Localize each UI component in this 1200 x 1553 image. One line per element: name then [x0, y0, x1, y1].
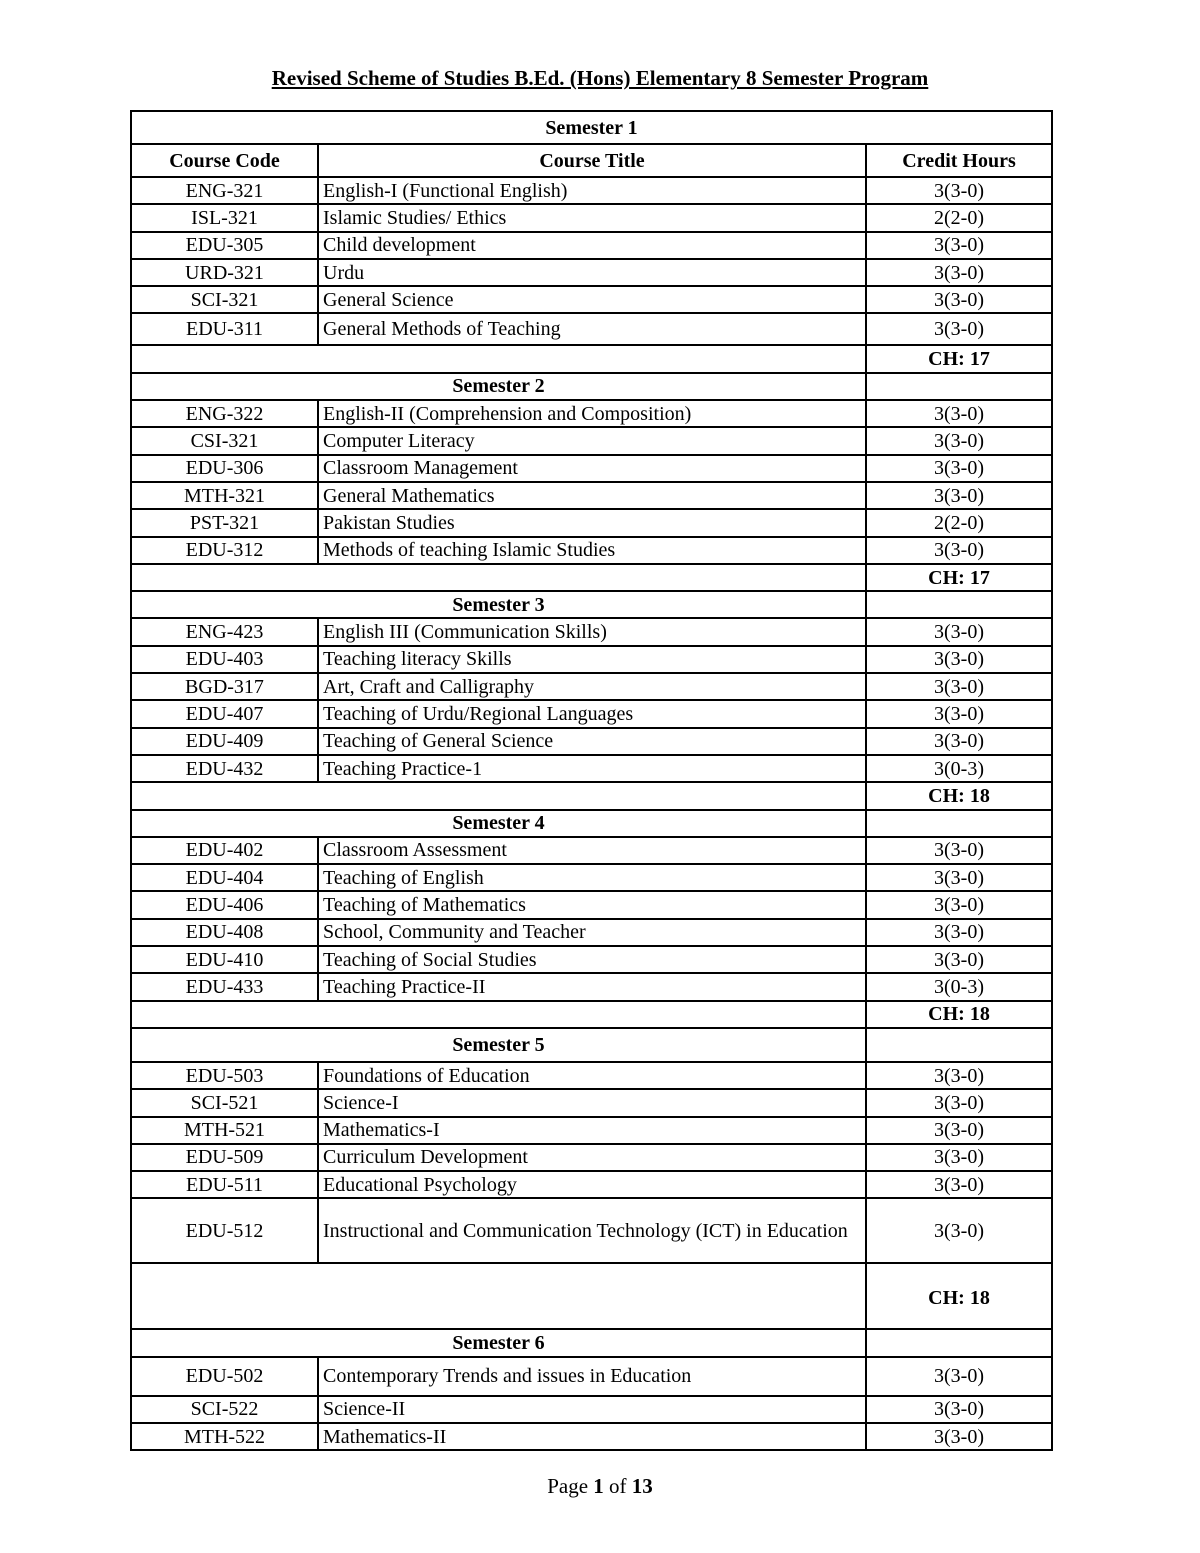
course-credit: 3(3-0)	[866, 313, 1052, 345]
course-title: Child development	[318, 232, 866, 259]
page-footer	[0, 1474, 1200, 1499]
course-code: URD-321	[131, 259, 318, 286]
course-code: EDU-432	[131, 755, 318, 782]
course-credit: 3(3-0)	[866, 1144, 1052, 1171]
course-code: EDU-503	[131, 1062, 318, 1089]
total-spacer	[131, 345, 866, 372]
course-code: ENG-322	[131, 400, 318, 427]
course-credit: 3(3-0)	[866, 919, 1052, 946]
course-credit: 3(3-0)	[866, 482, 1052, 509]
credit-total: CH: 17	[866, 564, 1052, 591]
course-code: BGD-317	[131, 673, 318, 700]
semester-row	[131, 591, 1052, 618]
course-row	[131, 618, 1052, 645]
course-credit: 3(3-0)	[866, 455, 1052, 482]
course-credit: 3(3-0)	[866, 646, 1052, 673]
course-title: General Methods of Teaching	[318, 313, 866, 345]
course-credit: 3(3-0)	[866, 1062, 1052, 1089]
course-code: EDU-433	[131, 973, 318, 1000]
total-row	[131, 564, 1052, 591]
course-title: Art, Craft and Calligraphy	[318, 673, 866, 700]
course-row	[131, 891, 1052, 918]
semester-label: Semester 4	[131, 810, 866, 837]
course-title: Educational Psychology	[318, 1171, 866, 1198]
total-spacer	[131, 564, 866, 591]
course-row	[131, 537, 1052, 564]
course-title: Teaching Practice-II	[318, 973, 866, 1000]
course-credit: 3(3-0)	[866, 427, 1052, 454]
course-title: Teaching of Social Studies	[318, 946, 866, 973]
course-row	[131, 1117, 1052, 1144]
course-row	[131, 919, 1052, 946]
semester-label: Semester 6	[131, 1329, 866, 1356]
course-title: English-I (Functional English)	[318, 177, 866, 204]
semester-row	[131, 810, 1052, 837]
course-row	[131, 177, 1052, 204]
course-row	[131, 259, 1052, 286]
header-credit-hours: Credit Hours	[866, 144, 1052, 177]
course-row	[131, 700, 1052, 727]
course-credit: 3(3-0)	[866, 864, 1052, 891]
semester-label: Semester 1	[131, 111, 1052, 144]
course-title: English III (Communication Skills)	[318, 618, 866, 645]
semester-row	[131, 1028, 1052, 1062]
credit-total: CH: 17	[866, 345, 1052, 372]
course-credit: 3(3-0)	[866, 1396, 1052, 1423]
course-code: EDU-409	[131, 728, 318, 755]
course-row	[131, 427, 1052, 454]
course-row	[131, 646, 1052, 673]
course-row	[131, 1089, 1052, 1116]
course-credit: 3(3-0)	[866, 1423, 1052, 1450]
course-credit: 3(3-0)	[866, 400, 1052, 427]
course-row	[131, 837, 1052, 864]
course-code: ENG-423	[131, 618, 318, 645]
total-row	[131, 782, 1052, 809]
course-credit: 3(3-0)	[866, 1357, 1052, 1396]
course-credit: 3(3-0)	[866, 837, 1052, 864]
course-code: EDU-306	[131, 455, 318, 482]
course-row	[131, 232, 1052, 259]
course-row	[131, 1171, 1052, 1198]
course-credit: 3(3-0)	[866, 537, 1052, 564]
course-credit: 3(3-0)	[866, 618, 1052, 645]
course-row	[131, 864, 1052, 891]
course-title: Curriculum Development	[318, 1144, 866, 1171]
course-row	[131, 509, 1052, 536]
course-code: EDU-404	[131, 864, 318, 891]
course-row	[131, 973, 1052, 1000]
course-row	[131, 286, 1052, 313]
course-title: General Science	[318, 286, 866, 313]
course-credit: 3(3-0)	[866, 700, 1052, 727]
course-title: Teaching of General Science	[318, 728, 866, 755]
course-credit: 3(3-0)	[866, 891, 1052, 918]
total-row	[131, 1001, 1052, 1028]
course-code: EDU-512	[131, 1198, 318, 1263]
course-credit: 3(3-0)	[866, 1117, 1052, 1144]
course-code: SCI-522	[131, 1396, 318, 1423]
course-code: EDU-305	[131, 232, 318, 259]
course-credit: 3(3-0)	[866, 673, 1052, 700]
course-row	[131, 946, 1052, 973]
page-of-word: of	[609, 1474, 627, 1498]
course-code: ENG-321	[131, 177, 318, 204]
document-title: Revised Scheme of Studies B.Ed. (Hons) Elementary 8 Semester Program	[271, 66, 929, 90]
semester-spacer	[866, 1329, 1052, 1356]
semester-label: Semester 2	[131, 373, 866, 400]
course-credit: 3(3-0)	[866, 1089, 1052, 1116]
course-code: EDU-410	[131, 946, 318, 973]
header-course-code: Course Code	[131, 144, 318, 177]
course-title: Teaching of Urdu/Regional Languages	[318, 700, 866, 727]
semester-label: Semester 3	[131, 591, 866, 618]
course-title: Mathematics-I	[318, 1117, 866, 1144]
semester-spacer	[866, 591, 1052, 618]
course-title: Science-I	[318, 1089, 866, 1116]
course-title: Mathematics-II	[318, 1423, 866, 1450]
course-code: EDU-407	[131, 700, 318, 727]
course-credit: 2(2-0)	[866, 204, 1052, 231]
course-code: EDU-312	[131, 537, 318, 564]
course-credit: 3(3-0)	[866, 232, 1052, 259]
page-word: Page	[547, 1474, 589, 1498]
semester-spacer	[866, 810, 1052, 837]
course-row	[131, 1396, 1052, 1423]
course-title: Science-II	[318, 1396, 866, 1423]
course-code: MTH-321	[131, 482, 318, 509]
course-title: Pakistan Studies	[318, 509, 866, 536]
course-credit: 3(3-0)	[866, 286, 1052, 313]
course-credit: 2(2-0)	[866, 509, 1052, 536]
course-code: EDU-403	[131, 646, 318, 673]
course-row	[131, 400, 1052, 427]
total-spacer	[131, 1001, 866, 1028]
course-code: EDU-509	[131, 1144, 318, 1171]
credit-total: CH: 18	[866, 1001, 1052, 1028]
course-title: Computer Literacy	[318, 427, 866, 454]
page-current: 1	[593, 1474, 604, 1498]
course-code: SCI-321	[131, 286, 318, 313]
course-code: ISL-321	[131, 204, 318, 231]
page-total: 13	[631, 1474, 653, 1498]
course-code: EDU-406	[131, 891, 318, 918]
course-row	[131, 482, 1052, 509]
course-row	[131, 455, 1052, 482]
course-title: Teaching of English	[318, 864, 866, 891]
credit-total: CH: 18	[866, 782, 1052, 809]
course-credit: 3(3-0)	[866, 259, 1052, 286]
course-credit: 3(3-0)	[866, 177, 1052, 204]
course-title: Foundations of Education	[318, 1062, 866, 1089]
course-title: Instructional and Communication Technology (ICT) in Education	[318, 1198, 866, 1263]
course-title: Contemporary Trends and issues in Education	[318, 1357, 866, 1396]
course-row	[131, 1423, 1052, 1450]
course-title: Classroom Assessment	[318, 837, 866, 864]
course-code: PST-321	[131, 509, 318, 536]
total-spacer	[131, 1263, 866, 1329]
header-course-title: Course Title	[318, 144, 866, 177]
semester-row	[131, 373, 1052, 400]
course-code: EDU-408	[131, 919, 318, 946]
course-code: MTH-522	[131, 1423, 318, 1450]
course-credit: 3(0-3)	[866, 755, 1052, 782]
semester-row	[131, 1329, 1052, 1356]
course-credit: 3(3-0)	[866, 1198, 1052, 1263]
course-row	[131, 1198, 1052, 1263]
course-code: MTH-521	[131, 1117, 318, 1144]
course-code: EDU-311	[131, 313, 318, 345]
semester-label: Semester 5	[131, 1028, 866, 1062]
course-title: Islamic Studies/ Ethics	[318, 204, 866, 231]
course-row	[131, 728, 1052, 755]
total-spacer	[131, 782, 866, 809]
semester-spacer	[866, 1028, 1052, 1062]
credit-total: CH: 18	[866, 1263, 1052, 1329]
semester-spacer	[866, 373, 1052, 400]
course-row	[131, 755, 1052, 782]
course-title: Teaching of Mathematics	[318, 891, 866, 918]
course-credit: 3(0-3)	[866, 973, 1052, 1000]
course-credit: 3(3-0)	[866, 946, 1052, 973]
scheme-table	[130, 110, 1053, 1451]
course-title: Methods of teaching Islamic Studies	[318, 537, 866, 564]
course-title: Urdu	[318, 259, 866, 286]
course-credit: 3(3-0)	[866, 1171, 1052, 1198]
total-row	[131, 1263, 1052, 1329]
course-code: EDU-402	[131, 837, 318, 864]
course-row	[131, 1357, 1052, 1396]
course-code: EDU-502	[131, 1357, 318, 1396]
course-row	[131, 673, 1052, 700]
semester-row	[131, 111, 1052, 144]
column-header-row	[131, 144, 1052, 177]
course-credit: 3(3-0)	[866, 728, 1052, 755]
course-code: EDU-511	[131, 1171, 318, 1198]
course-row	[131, 313, 1052, 345]
course-code: SCI-521	[131, 1089, 318, 1116]
course-title: Classroom Management	[318, 455, 866, 482]
course-row	[131, 204, 1052, 231]
course-title: General Mathematics	[318, 482, 866, 509]
course-row	[131, 1144, 1052, 1171]
course-code: CSI-321	[131, 427, 318, 454]
course-row	[131, 1062, 1052, 1089]
total-row	[131, 345, 1052, 372]
course-title: Teaching literacy Skills	[318, 646, 866, 673]
course-title: English-II (Comprehension and Composition)	[318, 400, 866, 427]
course-title: Teaching Practice-1	[318, 755, 866, 782]
course-title: School, Community and Teacher	[318, 919, 866, 946]
